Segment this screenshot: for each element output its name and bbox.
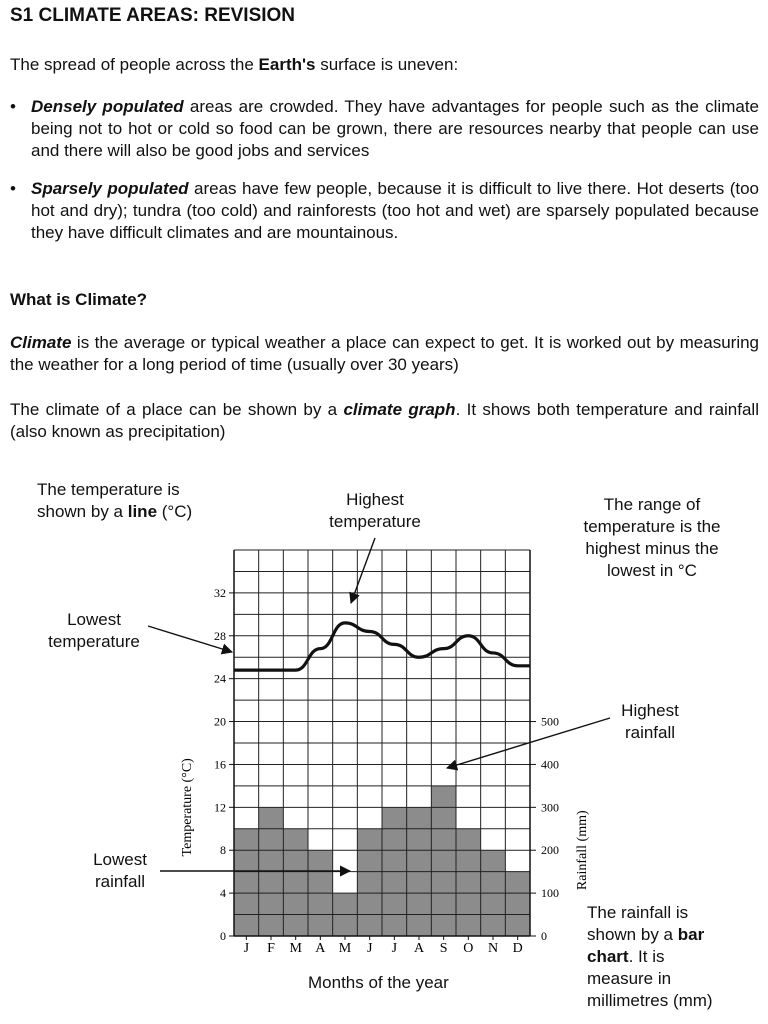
months-caption: Months of the year — [308, 973, 449, 992]
x-tick-label: M — [338, 941, 352, 956]
x-tick-label: S — [439, 941, 448, 956]
term-sparsely: Sparsely populated — [31, 179, 189, 198]
x-tick-label: F — [267, 941, 275, 956]
x-tick-label: N — [487, 941, 499, 956]
annotation-lowest-temperature: Lowest temperature — [48, 610, 140, 651]
x-tick-label: J — [243, 941, 250, 956]
annotation-rainfall-bar: The rainfall is shown by a bar chart. It is measure in millimetres (mm) — [587, 903, 713, 1010]
y-tick-label-left: 8 — [220, 843, 226, 858]
x-tick-label: M — [289, 941, 302, 956]
y-tick-label-right: 100 — [541, 886, 559, 901]
y-axis-label-right: Rainfall (mm) — [575, 810, 590, 891]
bullet-dot: • — [10, 179, 16, 198]
x-tick-label: J — [391, 941, 398, 956]
y-tick-label-right: 500 — [541, 714, 559, 729]
bullet-densely: • Densely populated areas are crowded. They have advantages for people such as the climate being not to hot or cold so food can be grown, there are resources nearby that people can use and there will also be good jobs and services — [10, 97, 759, 160]
y-tick-label-right: 0 — [541, 929, 547, 943]
y-tick-label-left: 0 — [220, 929, 226, 943]
climate-graph-paragraph: The climate of a place can be shown by a climate graph. It shows both temperature and rainfall (also known as precipitation) — [10, 400, 759, 441]
y-tick-label-right: 400 — [541, 757, 559, 772]
term-densely: Densely populated — [31, 97, 184, 116]
bullet-sparsely: • Sparsely populated areas have few people, because it is difficult to live there. Hot deserts (too hot and dry); tundra (too cold) and rainforests (too hot and wet) are sparsely populated because they have difficult climates and are mountainous. — [10, 179, 759, 242]
rainfall-bar — [234, 829, 259, 936]
climate-definition: Climate is the average or typical weather a place can expect to get. It is worked out by measuring the weather for a long period of time (usually over 30 years) — [10, 333, 759, 374]
x-tick-label: D — [512, 941, 523, 956]
page-title: S1 CLIMATE AREAS: REVISION — [10, 5, 296, 26]
annotation-lowest-rainfall: Lowest rainfall — [93, 850, 147, 891]
annotation-temperature-line: The temperature is shown by a line (°C) — [37, 480, 193, 521]
y-axis-label-left: Temperature (°C) — [180, 758, 195, 857]
y-tick-label-left: 28 — [214, 628, 226, 643]
rainfall-bar — [505, 872, 530, 936]
y-tick-label-left: 12 — [214, 800, 226, 815]
bullet-dot: • — [10, 97, 16, 116]
intro-text: The spread of people across the Earth's surface is uneven: — [10, 55, 459, 74]
x-tick-label: J — [366, 941, 373, 956]
x-tick-label: O — [463, 941, 474, 956]
annotation-highest-rainfall: Highest rainfall — [621, 701, 679, 742]
y-tick-label-left: 16 — [214, 757, 226, 772]
annotation-highest-temperature: Highest temperature — [329, 490, 421, 531]
climate-heading: What is Climate? — [10, 290, 147, 309]
y-tick-label-left: 4 — [220, 886, 226, 901]
x-tick-label: A — [413, 941, 425, 956]
annotation-range: The range of temperature is the highest minus the lowest in °C — [583, 495, 721, 580]
rainfall-bar — [357, 829, 382, 936]
rainfall-bar — [283, 829, 308, 936]
x-tick-label: A — [315, 941, 326, 956]
y-tick-label-left: 20 — [214, 714, 226, 729]
y-tick-label-right: 300 — [541, 800, 559, 815]
y-tick-label-left: 32 — [214, 585, 226, 600]
rainfall-bar — [456, 829, 481, 936]
rainfall-bar — [431, 786, 456, 936]
y-tick-label-left: 24 — [214, 671, 226, 686]
y-tick-label-right: 200 — [541, 843, 559, 858]
